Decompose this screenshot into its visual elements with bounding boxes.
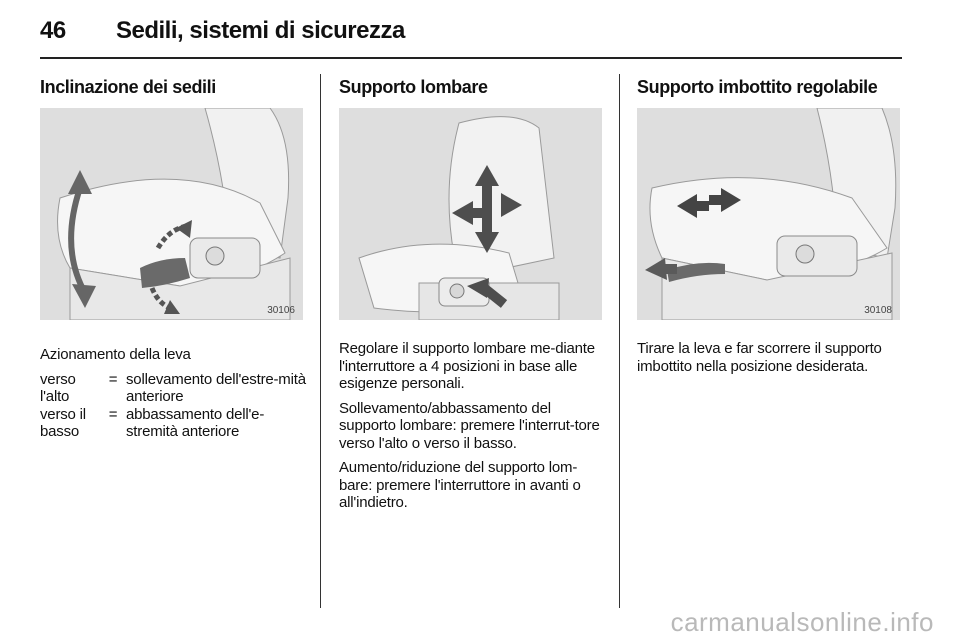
section-heading: Inclinazione dei sedili [40, 77, 216, 97]
definition-term: verso l'alto [40, 370, 76, 405]
seat-tilt-drawing [40, 108, 303, 320]
page-title: Sedili, sistemi di sicurezza [116, 17, 405, 44]
adjustable-cushion-illustration [637, 108, 900, 320]
definition-description: sollevamento dell'estre-mità anteriore [126, 370, 306, 405]
section-heading: Supporto lombare [339, 77, 488, 97]
section-heading: Supporto imbottito regolabile [637, 77, 878, 97]
adjustable-cushion-drawing [637, 108, 900, 320]
section-seat-tilt [40, 76, 310, 441]
definition-separator: = [108, 405, 118, 423]
lumbar-paragraph: Regolare il supporto lombare me-diante l'interruttore a 4 posizioni in base alle esigenze personali. [339, 340, 595, 392]
lever-intro: Azionamento della leva [40, 346, 191, 363]
column-divider [320, 74, 321, 608]
lumbar-support-illustration [339, 108, 602, 320]
section-lumbar-support [339, 76, 609, 519]
seat-tilt-illustration [40, 108, 303, 320]
figure-number: 30108 [864, 305, 892, 316]
definition-row [40, 406, 306, 441]
figure-number: 30106 [267, 305, 295, 316]
column-divider [619, 74, 620, 608]
cushion-paragraph: Tirare la leva e far scorrere il supporto imbottito nella posizione desiderata. [637, 340, 882, 375]
section-adjustable-cushion [637, 76, 907, 382]
header-rule [40, 57, 902, 59]
page-number: 46 [40, 17, 66, 44]
lumbar-support-drawing [339, 108, 602, 320]
definition-term: verso il basso [40, 405, 86, 440]
watermark: carmanualsonline.info [670, 607, 934, 637]
lumbar-paragraph: Sollevamento/abbassamento del supporto lombare: premere l'interrut-tore verso l'alto o verso il basso. [339, 399, 600, 452]
definition-separator: = [108, 370, 118, 388]
definition-list [40, 371, 306, 441]
definition-row [40, 371, 306, 406]
lumbar-paragraph: Aumento/riduzione del supporto lom-bare: premere l'interruttore in avanti o all'indietro. [339, 459, 581, 511]
definition-description: abbassamento dell'e-stremità anteriore [126, 405, 265, 440]
